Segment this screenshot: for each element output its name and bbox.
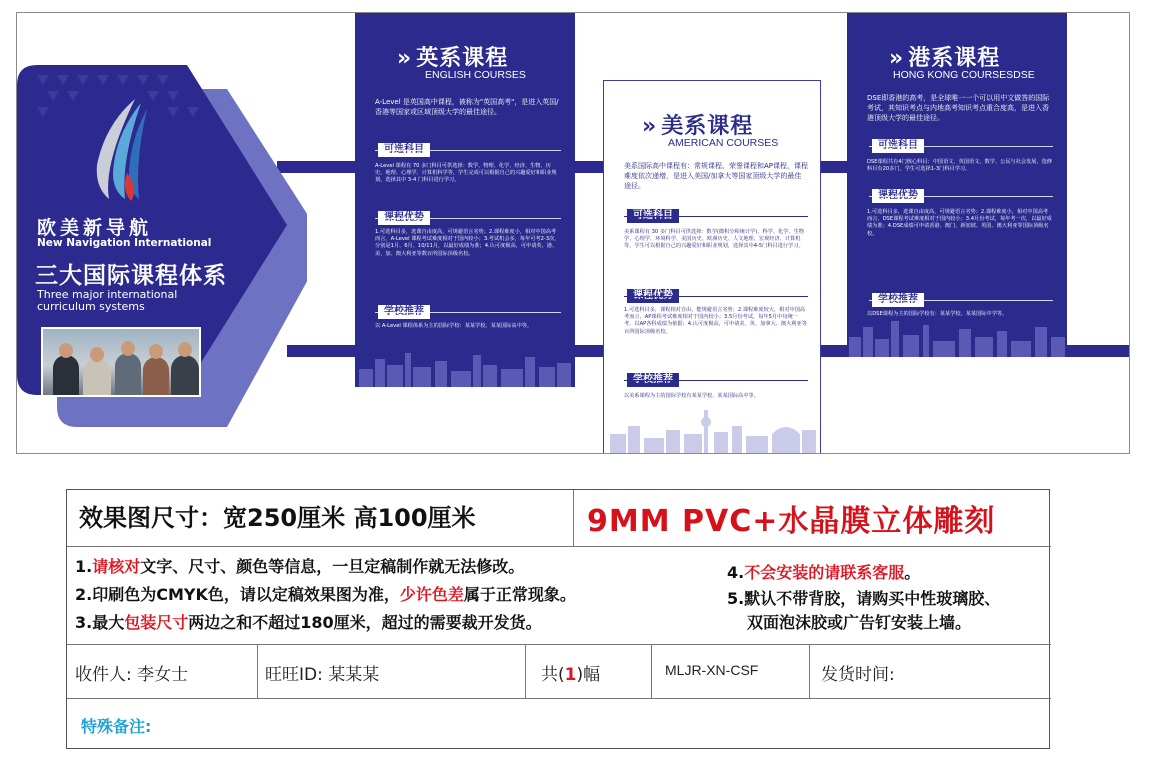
divider	[67, 644, 1051, 645]
note-1	[75, 554, 524, 577]
board-american-sec3-text: 以美系课程为主的国际学校有某某学校、某某国际高中等。	[624, 393, 759, 399]
divider	[651, 644, 652, 698]
divider	[624, 380, 808, 381]
note-4-highlight: 不会安装的请联系客服	[744, 563, 905, 582]
board-english-intro: A-Level 是英国高中课程，被称为"英国高考"，是进入英国/香港等国家或区域顶级大学的最佳途径。	[375, 98, 559, 116]
count-value: 1	[564, 665, 577, 685]
tagline-en: Three major international curriculum systems	[37, 288, 178, 313]
divider	[573, 490, 574, 546]
brand-name-en: New Navigation International	[37, 237, 212, 249]
divider	[375, 218, 561, 219]
divider	[67, 546, 1051, 547]
product-code: MLJR-XN-CSF	[665, 662, 759, 678]
band-bottom-far-right	[1065, 345, 1130, 357]
divider	[869, 196, 1053, 197]
size-label: 效果图尺寸：宽250厘米 高100厘米	[79, 504, 476, 532]
divider	[809, 644, 810, 698]
note-2	[75, 582, 576, 605]
board-american	[603, 80, 821, 454]
city-skyline-icon	[604, 404, 821, 454]
note-1-num: 1.	[75, 557, 93, 576]
tagline-cn: 三大国际课程体系	[35, 263, 227, 289]
board-american-intro: 美系国际高中课程有：常规课程、荣誉课程和AP课程，课程难度依次递增，是进入美国/加拿大等国家顶级大学的最佳途径。	[624, 162, 809, 190]
special-remark-label: 特殊备注:	[81, 717, 152, 736]
board-american-title	[642, 109, 753, 140]
count-suffix: )幅	[576, 665, 601, 685]
brand-name-cn: 欧美新导航	[37, 217, 153, 239]
board-english-title-text: 英系课程	[416, 46, 509, 71]
note-4-num: 4.	[727, 563, 745, 582]
wall-design-mockup	[16, 12, 1130, 454]
divider	[375, 312, 561, 313]
note-4-tail: 。	[904, 563, 921, 582]
note-3	[75, 610, 542, 633]
board-english-sec2-text: 1.可选科目多，选课自由度高，可规避语言劣势；2.课程难度小，相对中国高考而言，A-Level 课程考试难度相对于国内较小；3.考试机会多，每年可考2-3次，分别是1月、6月、10/11月，以最好成绩为准；4.认可度极高，可申请英、港、美、加、澳大利亚等数百所国际顶级名校。	[375, 229, 560, 257]
note-2-text: 2.印刷色为CMYK色，请以定稿效果图为准，	[75, 585, 400, 604]
board-hongkong-title	[889, 41, 1000, 72]
note-3-highlight: 包装尺寸	[124, 613, 189, 632]
divider	[257, 644, 258, 698]
ship-time-field: 发货时间:	[821, 665, 895, 685]
city-skyline-icon	[355, 347, 575, 387]
board-american-title-text: 美系课程	[661, 114, 754, 139]
note-3-tail: 两边之和不超过180厘米，超过的需要裁开发货。	[188, 613, 542, 632]
board-hongkong	[847, 13, 1067, 357]
order-info-table	[66, 489, 1050, 749]
double-chevron-icon: »	[397, 46, 413, 71]
board-hongkong-subtitle: HONG KONG COURSESDSE	[893, 69, 1035, 81]
note-1-highlight: 请核对	[92, 557, 141, 576]
board-hongkong-sec3-text: 以DSE课程为主的国际学校有：某某学校、某某国际中学等。	[867, 311, 1008, 317]
recipient-field: 收件人: 李女士	[75, 665, 189, 685]
brand-panel	[17, 65, 307, 437]
note-4	[727, 560, 920, 583]
board-american-subtitle: AMERICAN COURSES	[668, 137, 779, 149]
board-hongkong-sec1-text: DSE课程共有4门核心科目：中国语文、英国语文、数学、公民与社会发展，选修科目有20多门，学生可选择1-3门科目学习。	[867, 159, 1053, 173]
city-skyline-icon	[847, 317, 1067, 357]
note-3-text: 3.最大	[75, 613, 125, 632]
double-chevron-icon: »	[889, 46, 905, 71]
board-hongkong-intro: DSE即香港的高考，是全球唯一一个可以用中文做答的国际考试，其知识考点与内地高考知识考点重合度高，是进入香港顶级大学的最佳途径。	[867, 94, 1050, 122]
board-american-sec1-text: 美系课程有 30 多门科目可供选择：数学(微积分和统计学)、科学、化学、生物学、心理学、环境科学、美国历史、欧洲历史、人文地理、宏观经济、计算机等，学生可以根据自己的兴趣爱好和职业规划，选择其中4-5门科目进行学习。	[624, 229, 804, 250]
divider	[525, 644, 526, 698]
divider	[624, 216, 808, 217]
divider	[624, 296, 808, 297]
note-1-text: 文字、尺寸、颜色等信息，一旦定稿制作就无法修改。	[140, 557, 525, 576]
material-label: 9MM PVC+水晶膜立体雕刻	[587, 504, 996, 539]
board-hongkong-sec2-text: 1.可选科目多，选课自由度高，可规避语言劣势；2.课程难度小，相对中国高考而言，DSE课程考试难度相对于国内较小；3.4月份考试，每年考一次，以最好成绩为准；4.DSE成绩可申请香港、澳门、新加坡、英国、澳大利亚等国际顶级名校。	[867, 209, 1052, 237]
board-hongkong-title-text: 港系课程	[908, 46, 1001, 71]
students-group-photo	[41, 327, 201, 397]
board-english-subtitle: ENGLISH COURSES	[425, 69, 526, 81]
board-english	[355, 13, 575, 387]
divider	[375, 150, 561, 151]
note-5-line1: 5.默认不带背胶，请购买中性玻璃胶、	[727, 589, 1001, 608]
wangwang-id-field: 旺旺ID: 某某某	[265, 665, 380, 685]
count-field	[541, 660, 600, 685]
board-english-sec3-text: 以 A-Level 课程体系为主的国际学校：某某学校、某某国际高中等。	[375, 323, 533, 329]
divider	[67, 698, 1051, 699]
note-2-tail: 属于正常现象。	[463, 585, 576, 604]
double-chevron-icon: »	[642, 114, 658, 139]
note-2-highlight: 少许色差	[399, 585, 464, 604]
count-prefix: 共(	[541, 665, 565, 685]
divider	[869, 146, 1053, 147]
board-american-sec2-text: 1.可选科目多，课程相对自由，能规避语言劣势；2.课程难度较大，相对中国高考而言，AP课程考试难度相对于国内较小；3.5月份考试，每年5月中旬统一考，以AP各科成绩为依据；4.认可度极高，可申请美、英、加拿大、澳大利亚等百所国际顶级名校。	[624, 307, 807, 335]
board-english-title	[397, 41, 508, 72]
note-5-line2: 双面泡沫胶或广告钉安装上墙。	[747, 613, 972, 632]
board-english-sec1-text: A-Level 课程有 70 多门科目可供选择：数学、物理、化学、经济、生物、历史、地理、心理学、计算机科学等，学生完成可以根据自己的兴趣爱好和职业规划，选择其中 3-4 门科目进行学习。	[375, 163, 557, 184]
divider	[869, 300, 1053, 301]
